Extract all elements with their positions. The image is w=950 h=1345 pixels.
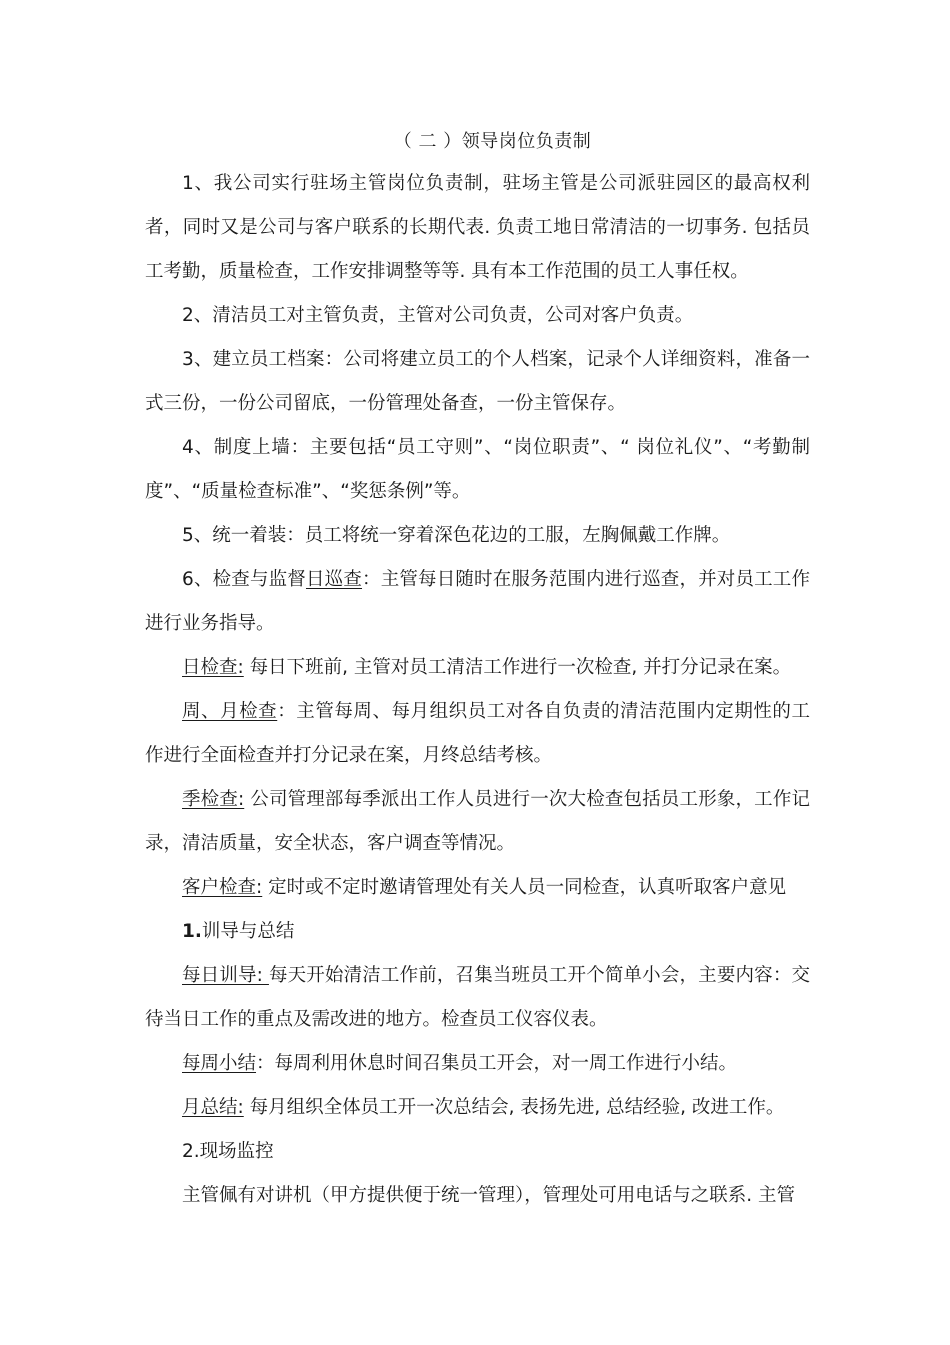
paragraph-5: [145, 514, 810, 558]
subheading-training: [145, 910, 810, 954]
paragraph-2: [145, 294, 810, 338]
paragraph-daily-check: [145, 646, 810, 690]
paragraph-text: 3、建立员工档案：公司将建立员工的个人档案，记录个人详细资料，准备一式三份，一份公司留底，一份管理处备查，一份主管保存。: [145, 349, 810, 414]
subheading-number: 2.: [182, 1141, 200, 1162]
underlined-lead: 日巡查: [305, 569, 363, 590]
paragraph-monthly-summary: [145, 1086, 810, 1130]
subheading-number: 1.: [182, 921, 202, 942]
underlined-lead: 周、月检查: [182, 701, 278, 722]
paragraph-text: ：主管每日随时在服务范围内进行巡查，并对员工工作进行业务指导。: [145, 569, 810, 634]
paragraph-client-check: [145, 866, 810, 910]
paragraph-text: ：每周利用休息时间召集员工开会，对一周工作进行小结。: [256, 1053, 738, 1074]
underlined-lead: 每日训导:: [182, 965, 269, 986]
paragraph-text: 5、统一着装：员工将统一穿着深色花边的工服，左胸佩戴工作牌。: [182, 525, 731, 546]
paragraph-4: [145, 426, 810, 514]
subheading-site-monitoring: [145, 1130, 810, 1174]
paragraph-text: 每月组织全体员工开一次总结会, 表扬先进, 总结经验, 改进工作。: [243, 1097, 785, 1118]
paragraph-walkie-talkie: [145, 1174, 810, 1218]
subheading-text: 训导与总结: [201, 921, 295, 942]
paragraph-quarterly-check: [145, 778, 810, 866]
section-title: （ 二 ）领导岗位负责制: [393, 131, 592, 152]
subheading-text: 现场监控: [199, 1141, 274, 1162]
underlined-lead: 客户检查:: [182, 877, 263, 898]
paragraph-6: [145, 558, 810, 646]
paragraph-text: 每天开始清洁工作前，召集当班员工开个简单小会，主要内容：交待当日工作的重点及需改进的地方。检查员工仪容仪表。: [145, 965, 810, 1030]
document-page: [145, 122, 810, 1218]
paragraph-text: 定时或不定时邀请管理处有关人员一同检查，认真听取客户意见: [262, 877, 787, 898]
paragraph-text: 1、我公司实行驻场主管岗位负责制，驻场主管是公司派驻园区的最高权利者，同时又是公司与客户联系的长期代表. 负责工地日常清洁的一切事务. 包括员工考勤，质量检查，工作安排调整等等. 具有本工作范围的员工人事任权。: [145, 173, 810, 282]
paragraph-text: 公司管理部每季派出工作人员进行一次大检查包括员工形象，工作记录，清洁质量，安全状态，客户调查等情况。: [145, 789, 811, 854]
paragraph-weekly-summary: [145, 1042, 810, 1086]
underlined-lead: 季检查:: [182, 789, 245, 810]
paragraph-weekly-monthly-check: [145, 690, 810, 778]
paragraph-text: 主管佩有对讲机（甲方提供便于统一管理），管理处可用电话与之联系. 主管: [182, 1185, 796, 1206]
paragraph-daily-training: [145, 954, 810, 1042]
paragraph-3: [145, 338, 810, 426]
paragraph-prefix: 6、检查与监督: [182, 569, 306, 590]
paragraph-1: [145, 162, 810, 294]
underlined-lead: 日检查:: [182, 657, 244, 678]
paragraph-text: 2、清洁员工对主管负责，主管对公司负责，公司对客户负责。: [182, 305, 694, 326]
paragraph-text: 每日下班前, 主管对员工清洁工作进行一次检查, 并打分记录在案。: [243, 657, 792, 678]
paragraph-text: 4、制度上墙：主要包括“员工守则”、“岗位职责”、“ 岗位礼仪”、“考勤制度”、“质量检查标准”、“奖惩条例”等。: [145, 437, 810, 502]
paragraph-text: ：主管每周、每月组织员工对各自负责的清洁范围内定期性的工作进行全面检查并打分记录在案，月终总结考核。: [145, 701, 810, 766]
underlined-lead: 每周小结: [182, 1053, 257, 1074]
underlined-lead: 月总结:: [182, 1097, 244, 1118]
